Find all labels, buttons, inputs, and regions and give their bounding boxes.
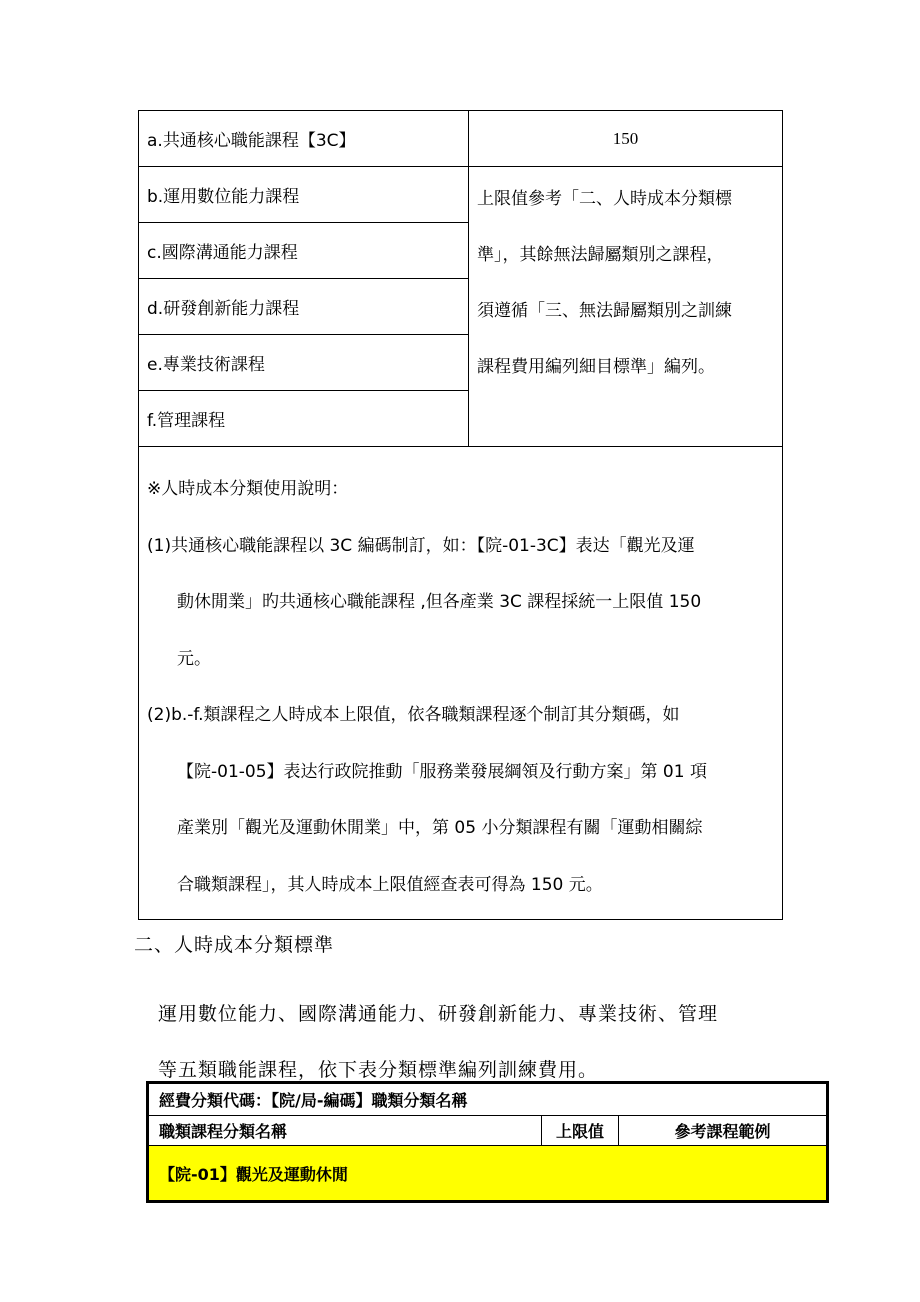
note2-line: 【院-01-05】表达行政院推動「服務業發展綱領及行動方案」第 01 項 [177, 761, 707, 782]
note1-line: (1)共通核心職能課程以 3C 編碼制訂，如：【院-01-3C】表达「觀光及運 [147, 535, 695, 556]
merged-note-line: 須遵循「三、無法歸屬類別之訓練 [477, 301, 732, 321]
paragraph-line: 等五類職能課程，依下表分類標準編列訓練費用。 [158, 1059, 599, 1081]
table2-header: 經費分類代碼：【院/局-編碼】職類分類名稱 [148, 1083, 828, 1116]
row-label-d: d.研發創新能力課程 [139, 279, 469, 335]
note2-line: (2)b.-f.類課程之人時成本上限值，依各職類課程逐个制訂其分類碼，如 [147, 705, 680, 725]
note1-line: 元。 [177, 648, 211, 669]
row-label-b: b.運用數位能力課程 [139, 167, 469, 223]
highlight-row: 【院-01】觀光及運動休閒 [148, 1146, 828, 1202]
paragraph-line: 運用數位能力、國際溝通能力、研發創新能力、專業技術、管理 [158, 1003, 719, 1025]
merged-note-line: 準」，其餘無法歸屬類別之課程， [477, 245, 724, 265]
row-label-e: e.專業技術課程 [139, 335, 469, 391]
merged-note-line: 課程費用編列細目標準」編列。 [477, 357, 715, 377]
row-label-a: a.共通核心職能課程【3C】 [139, 111, 469, 167]
note1-line: 動休閒業」旳共通核心職能課程 ,但各產業 3C 課程採統一上限值 150 [177, 592, 702, 612]
merged-note-line: 上限值參考「二、人時成本分類標 [477, 189, 732, 209]
usage-notes-cell [139, 447, 783, 920]
section-heading: 二、人時成本分類標準 [134, 934, 335, 956]
row-label-f: f.管理課程 [139, 391, 469, 447]
note2-line: 合職類課程」，其人時成本上限值經查表可得為 150 元。 [177, 874, 603, 895]
classification-table [146, 1081, 829, 1203]
col-header-example: 參考課程範例 [619, 1116, 828, 1146]
notes-title: ※人時成本分類使用說明： [147, 479, 349, 499]
merged-note-cell [469, 167, 783, 447]
row-label-c: c.國際溝通能力課程 [139, 223, 469, 279]
col-header-limit: 上限值 [542, 1116, 619, 1146]
note2-line: 產業別「觀光及運動休閒業」中，第 05 小分類課程有關「運動相關綜 [177, 818, 703, 838]
cost-category-table [138, 110, 783, 920]
row-value-a: 150 [469, 111, 783, 167]
col-header-name: 職類課程分類名稱 [148, 1116, 542, 1146]
